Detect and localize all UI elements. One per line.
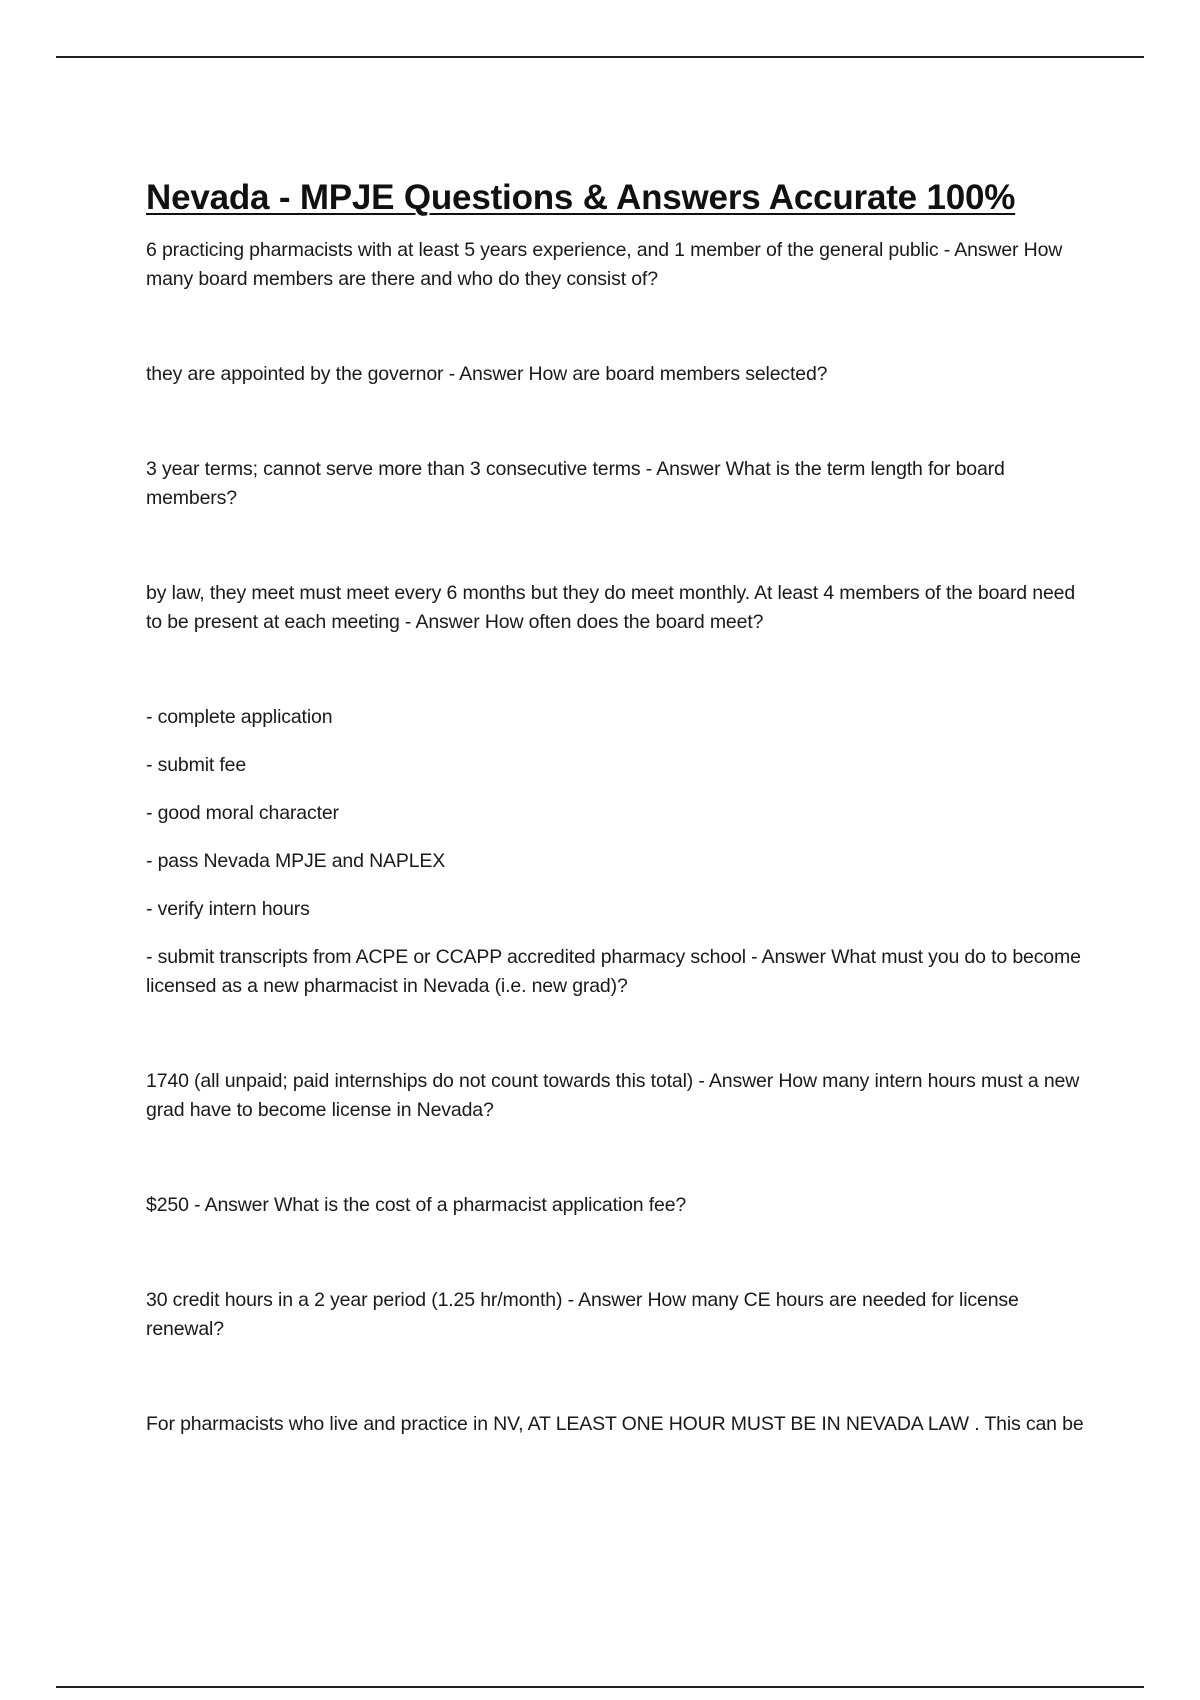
qa-entry-board-meetings: by law, they meet must meet every 6 months but they do meet monthly. At least 4 members of the board need to be present at each meeting - Answer How often does the board meet? xyxy=(146,582,1076,633)
licensing-requirements-list xyxy=(146,703,1096,1001)
document-body xyxy=(146,178,1096,1439)
document-title: Nevada - MPJE Questions & Answers Accurate 100% xyxy=(146,178,1016,217)
list-item: - good moral character xyxy=(146,802,339,824)
qa-entry-board-selection: they are appointed by the governor - Answer How are board members selected? xyxy=(146,363,828,385)
list-item: - submit fee xyxy=(146,754,247,776)
footer-rule xyxy=(56,1686,1144,1688)
header-rule xyxy=(56,56,1144,58)
list-item: - verify intern hours xyxy=(146,898,310,920)
qa-entry-term-length: 3 year terms; cannot serve more than 3 consecutive terms - Answer What is the term length for board members? xyxy=(146,458,1005,509)
qa-entry-nevada-law: For pharmacists who live and practice in NV, AT LEAST ONE HOUR MUST BE IN NEVADA LAW . This can be xyxy=(146,1413,1084,1435)
qa-entry-ce-hours: 30 credit hours in a 2 year period (1.25 hr/month) - Answer How many CE hours are needed for license renewal? xyxy=(146,1289,1019,1340)
qa-entry-board-members: 6 practicing pharmacists with at least 5 years experience, and 1 member of the general public - Answer How many board members are there and who do they consist of? xyxy=(146,239,1063,290)
list-item: - pass Nevada MPJE and NAPLEX xyxy=(146,850,446,872)
qa-entry-application-fee: $250 - Answer What is the cost of a pharmacist application fee? xyxy=(146,1194,687,1216)
qa-entry-intern-hours: 1740 (all unpaid; paid internships do not count towards this total) - Answer How many intern hours must a new grad have to become license in Nevada? xyxy=(146,1070,1080,1121)
list-item: - submit transcripts from ACPE or CCAPP accredited pharmacy school - Answer What must you do to become licensed as a new pharmacist in Nevada (i.e. new grad)? xyxy=(146,946,1081,997)
list-item: - complete application xyxy=(146,706,333,728)
